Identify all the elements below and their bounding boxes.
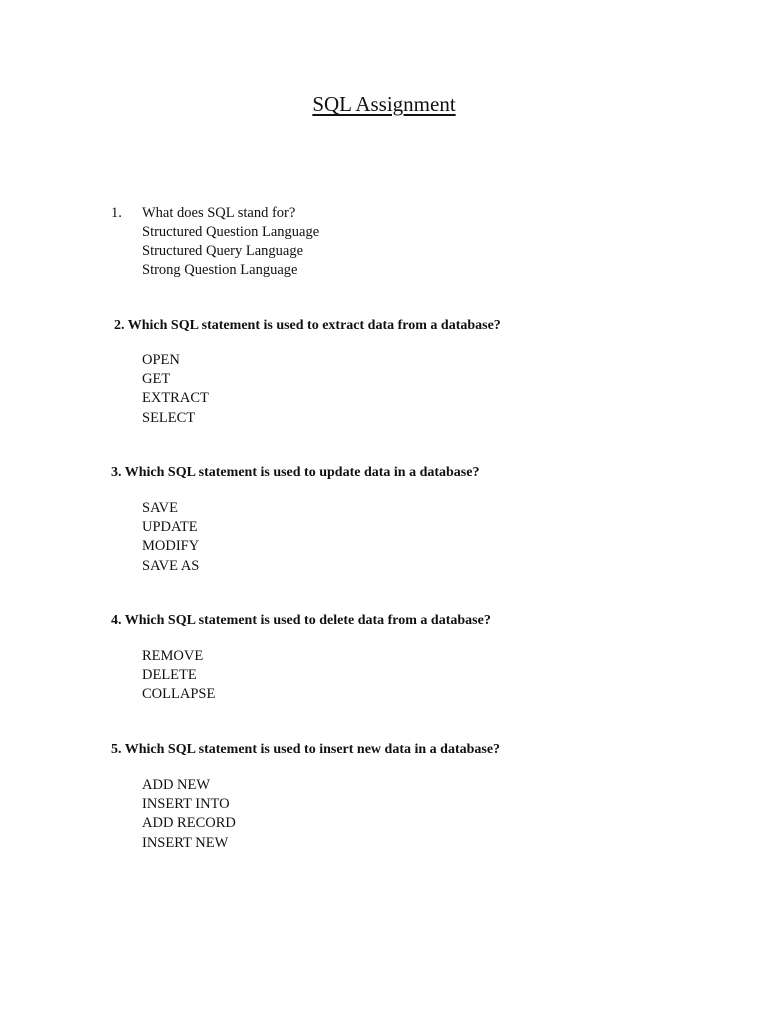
question-2-option-4: SELECT (142, 409, 196, 426)
question-2-option-2: GET (142, 371, 171, 388)
question-2-options (142, 351, 209, 428)
question-2-text: 2. Which SQL statement is used to extract data from a database? (114, 318, 501, 333)
question-5-option-1: ADD NEW (142, 777, 211, 793)
question-3-options (142, 499, 199, 576)
question-5-option-2: INSERT INTO (142, 796, 230, 813)
question-1-block (142, 204, 319, 280)
page-title: SQL Assignment (312, 92, 456, 116)
question-5-option-3: ADD RECORD (142, 815, 236, 832)
question-4-option-3: COLLAPSE (142, 686, 216, 703)
question-4-options (142, 647, 215, 705)
question-4-option-2: DELETE (142, 667, 197, 684)
question-1-number: 1. (111, 205, 122, 221)
question-3-option-2: UPDATE (142, 519, 198, 536)
question-4-text: 4. Which SQL statement is used to delete data from a database? (111, 613, 491, 628)
question-5-options (142, 776, 236, 853)
question-1-text: What does SQL stand for? (142, 205, 296, 221)
question-4-option-1: REMOVE (142, 648, 204, 664)
question-3-option-3: MODIFY (142, 538, 200, 555)
question-1-option-3: Strong Question Language (142, 262, 298, 278)
question-3-option-1: SAVE (142, 500, 178, 516)
question-5-option-4: INSERT NEW (142, 834, 229, 851)
question-3-text: 3. Which SQL statement is used to update data in a database? (111, 465, 480, 480)
question-3-option-4: SAVE AS (142, 557, 200, 574)
question-1-option-1: Structured Question Language (142, 224, 320, 240)
question-1-option-2: Structured Query Language (142, 243, 304, 259)
question-2-option-3: EXTRACT (142, 390, 209, 407)
question-2-option-1: OPEN (142, 352, 180, 368)
question-5-text: 5. Which SQL statement is used to insert new data in a database? (111, 742, 501, 757)
